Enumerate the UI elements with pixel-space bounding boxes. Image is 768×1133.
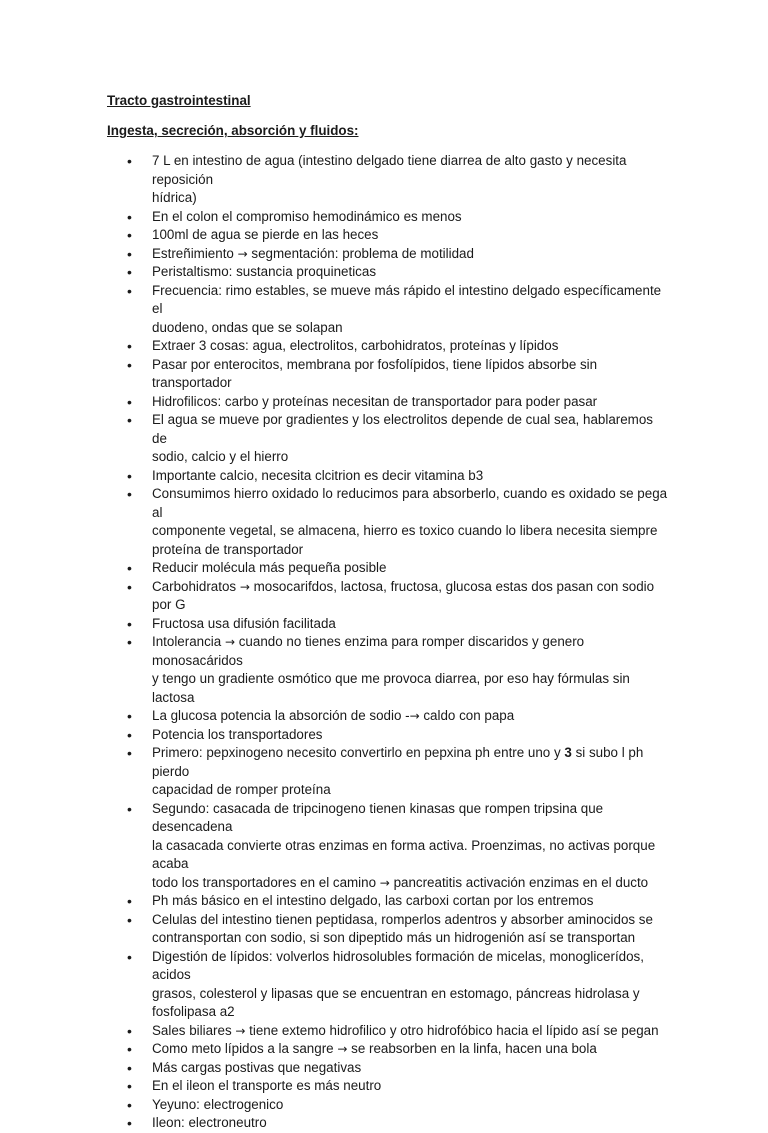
right-arrow-icon: → bbox=[237, 246, 248, 261]
list-item-text: Consumimos hierro oxidado lo reducimos para absorberlo, cuando es oxidado se pega al componente vegetal, se almacena, hierro es toxico cuando lo libera necesita siempre proteína de transportador bbox=[152, 486, 668, 557]
list-item-text: caldo con papa bbox=[419, 708, 515, 723]
list-item-text: Ph más básico en el intestino delgado, las carboxi cortan por los entremos bbox=[152, 893, 594, 908]
list-item-text: 100ml de agua se pierde en las heces bbox=[152, 227, 379, 242]
list-item bbox=[107, 208, 668, 227]
list-item bbox=[107, 892, 668, 911]
list-item bbox=[107, 726, 668, 745]
list-item bbox=[107, 393, 668, 412]
list-item bbox=[107, 633, 668, 707]
right-arrow-icon: → bbox=[409, 709, 420, 723]
list-item-text: Como meto lípidos a la sangre bbox=[152, 1041, 338, 1056]
list-item-text: Más cargas postivas que negativas bbox=[152, 1059, 362, 1075]
list-item bbox=[107, 411, 668, 467]
list-item bbox=[107, 1114, 668, 1133]
list-item bbox=[107, 744, 668, 800]
list-item bbox=[107, 152, 668, 208]
list-item-text: Peristaltismo: sustancia proquineticas bbox=[152, 264, 377, 279]
list-item-bold-text: 3 bbox=[564, 745, 572, 760]
list-item bbox=[107, 263, 668, 282]
list-item bbox=[107, 1077, 668, 1096]
list-item-text: 7 L en intestino de agua (intestino delgado tiene diarrea de alto gasto y necesita reposición hídrica) bbox=[152, 153, 627, 205]
list-item-text: si subo l ph pierdo capacidad de romper proteína bbox=[152, 745, 644, 797]
list-item bbox=[107, 485, 668, 559]
list-item-text: Hidrofilicos: carbo y proteínas necesitan de transportador para poder pasar bbox=[152, 393, 598, 409]
list-item-text: Fructosa usa difusión facilitada bbox=[152, 615, 336, 631]
list-item bbox=[107, 1096, 668, 1115]
list-item-text: segmentación: problema de motilidad bbox=[247, 245, 474, 261]
bullet-list bbox=[107, 152, 668, 1133]
right-arrow-icon: → bbox=[379, 875, 390, 890]
list-item bbox=[107, 800, 668, 893]
list-item-text: Carbohidratos bbox=[152, 578, 240, 594]
list-item-text: Digestión de lípidos: volverlos hidrosolubles formación de micelas, monoglicerídos, acidos grasos, colesterol y lipasas que se encuentran en estomago, páncreas hidrolasa y fosfolipasa a2 bbox=[152, 948, 644, 1019]
list-item bbox=[107, 337, 668, 356]
list-item-text: La glucosa potencia la absorción de sodio - bbox=[152, 708, 410, 723]
list-item-text: pancreatitis activación enzimas en el ducto bbox=[389, 874, 649, 890]
list-item-text: Pasar por enterocitos, membrana por fosfolípidos, tiene lípidos absorbe sin transportador bbox=[152, 356, 598, 390]
list-item-text: Frecuencia: rimo estables, se mueve más rápido el intestino delgado específicamente el duodeno, ondas que se solapan bbox=[152, 282, 662, 335]
right-arrow-icon: → bbox=[337, 1042, 348, 1056]
list-item-text: tiene extemo hidrofilico y otro hidrofóbico hacia el lípido así se pegan bbox=[245, 1022, 659, 1038]
list-item-text: Potencia los transportadores bbox=[152, 726, 323, 742]
right-arrow-icon: → bbox=[224, 635, 236, 649]
list-item-text: Reducir molécula más pequeña posible bbox=[152, 560, 387, 575]
list-item-text: Ileon: electroneutro bbox=[152, 1115, 267, 1130]
list-item bbox=[107, 911, 668, 948]
list-item bbox=[107, 1040, 668, 1059]
list-item-text: se reabsorben en la linfa, hacen una bola bbox=[347, 1041, 597, 1056]
list-item bbox=[107, 707, 668, 726]
list-item-text: Sales biliares bbox=[152, 1022, 236, 1038]
list-item-text: Segundo: casacada de tripcinogeno tienen kinasas que rompen tripsina que desencadena la casacada convierte otras enzimas en forma activa. Proenzimas, no activas porque acaba todo los transportadores en el camino bbox=[152, 800, 656, 890]
list-item-text: Celulas del intestino tienen peptidasa, romperlos adentros y absorber aminocidos se contransportan con sodio, si son dipeptido más un hidrogenión así se transportan bbox=[152, 911, 653, 945]
list-item-text: Yeyuno: electrogenico bbox=[152, 1096, 284, 1112]
list-item bbox=[107, 1022, 668, 1041]
section-heading: Ingesta, secreción, absorción y fluidos: bbox=[107, 123, 359, 138]
list-item-text: cuando no tienes enzima para romper discaridos y genero monosacáridos y tengo un gradiente osmótico que me provoca diarrea, por eso hay fórmulas sin lactosa bbox=[152, 634, 630, 705]
right-arrow-icon: → bbox=[235, 1023, 246, 1038]
list-item bbox=[107, 245, 668, 264]
document-title: Tracto gastrointestinal bbox=[107, 93, 251, 108]
list-item-text: Primero: pepxinogeno necesito convertirlo en pepxina ph entre uno y bbox=[152, 745, 565, 760]
list-item-text: En el colon el compromiso hemodinámico es menos bbox=[152, 208, 462, 224]
list-item-text: Importante calcio, necesita clcitrion es decir vitamina b3 bbox=[152, 467, 484, 483]
list-item bbox=[107, 226, 668, 245]
list-item bbox=[107, 467, 668, 486]
list-item-text: El agua se mueve por gradientes y los electrolitos depende de cual sea, hablaremos de sodio, calcio y el hierro bbox=[152, 412, 653, 464]
list-item bbox=[107, 559, 668, 578]
list-item-text: mosocarifdos, lactosa, fructosa, glucosa estas dos pasan con sodio por G bbox=[152, 578, 655, 612]
list-item-text: En el ileon el transporte es más neutro bbox=[152, 1078, 382, 1093]
list-item bbox=[107, 578, 668, 615]
list-item-text: Estreñimiento bbox=[152, 245, 238, 261]
list-item bbox=[107, 948, 668, 1022]
list-item-text: Intolerancia bbox=[152, 634, 225, 649]
list-item-text: Extraer 3 cosas: agua, electrolitos, carbohidratos, proteínas y lípidos bbox=[152, 338, 559, 353]
right-arrow-icon: → bbox=[239, 579, 250, 594]
list-item bbox=[107, 615, 668, 634]
list-item bbox=[107, 282, 668, 338]
list-item bbox=[107, 356, 668, 393]
list-item bbox=[107, 1059, 668, 1078]
